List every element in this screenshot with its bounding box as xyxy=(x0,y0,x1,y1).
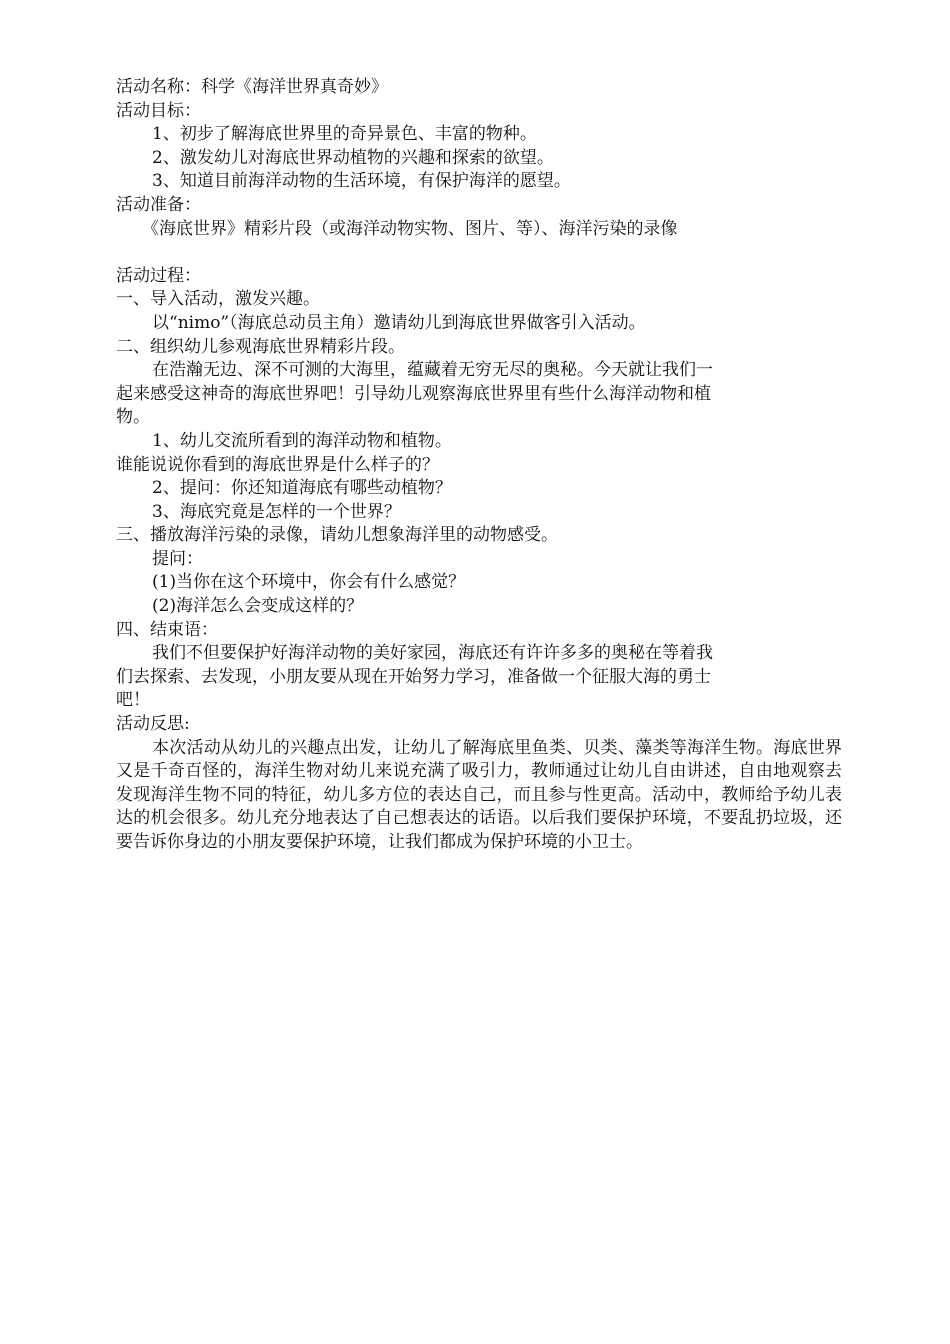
step3-ask: 提问： xyxy=(152,548,203,569)
goal-3: 3、知道目前海洋动物的生活环境，有保护海洋的愿望。 xyxy=(152,171,571,192)
step2-sub1: 1、幼儿交流所看到的海洋动物和植物。 xyxy=(152,430,452,451)
reflection-text: 本次活动从幼儿的兴趣点出发，让幼儿了解海底里鱼类、贝类、藻类等海洋生物。海底世界又是千奇百怪的，海洋生物对幼儿来说充满了吸引力，教师通过让幼儿自由讲述，自由地观察去发现海洋生物不同的特征，幼儿多方位的表达自己，而且参与性更高。活动中，教师给予幼儿表达的机会很多。幼儿充分地表达了自己想表达的话语。以后我们要保护环境，不要乱扔垃圾，还要告诉你身边的小朋友要保护环境，让我们都成为保护环境的小卫士。 xyxy=(116,737,842,852)
prep-text: 《海底世界》精彩片段（或海洋动物实物、图片、等）、海洋污染的录像 xyxy=(142,218,678,239)
step2-sub1-question: 谁能说说你看到的海底世界是什么样子的？ xyxy=(116,454,439,475)
step2-text-line1: 在浩瀚无边、深不可测的大海里，蕴藏着无穷无尽的奥秘。今天就让我们一 xyxy=(152,360,713,381)
activity-name: 活动名称：科学《海洋世界真奇妙》 xyxy=(116,77,388,97)
goals-heading: 活动目标： xyxy=(116,100,201,121)
step2-text-line3: 物。 xyxy=(116,407,150,428)
step2-sub3: 3、海底究竟是怎样的一个世界？ xyxy=(152,501,401,522)
step3-question-1: (1)当你在这个环境中，你会有什么感觉？ xyxy=(152,572,466,593)
step4-line3: 吧！ xyxy=(116,690,150,711)
step2-title: 二、组织幼儿参观海底世界精彩片段。 xyxy=(116,336,405,357)
step2-sub2: 2、提问：你还知道海底有哪些动植物？ xyxy=(152,478,452,499)
process-heading: 活动过程： xyxy=(116,265,201,286)
step1-text: 以“nimo”（海底总动员主角）邀请幼儿到海底世界做客引入活动。 xyxy=(152,312,646,333)
step4-line1: 我们不但要保护好海洋动物的美好家园，海底还有许许多多的奥秘在等着我 xyxy=(152,643,713,664)
goal-1: 1、初步了解海底世界里的奇异景色、丰富的物种。 xyxy=(152,124,537,145)
reflection-heading: 活动反思: xyxy=(116,714,190,735)
prep-heading: 活动准备： xyxy=(116,194,201,215)
goal-2: 2、激发幼儿对海底世界动植物的兴趣和探索的欲望。 xyxy=(152,147,554,168)
lesson-plan-text xyxy=(116,76,842,855)
step2-text-line2: 起来感受这神奇的海底世界吧！引导幼儿观察海底世界里有些什么海洋动物和植 xyxy=(116,383,711,404)
step3-question-2: (2)海洋怎么会变成这样的？ xyxy=(152,596,364,617)
step3-title: 三、播放海洋污染的录像，请幼儿想象海洋里的动物感受。 xyxy=(116,525,558,546)
step1-title: 一、导入活动，激发兴趣。 xyxy=(116,289,320,310)
blank-line xyxy=(116,241,842,265)
step4-line2: 们去探索、去发现，小朋友要从现在开始努力学习，准备做一个征服大海的勇士 xyxy=(116,666,711,687)
step4-title: 四、结束语： xyxy=(116,619,218,640)
